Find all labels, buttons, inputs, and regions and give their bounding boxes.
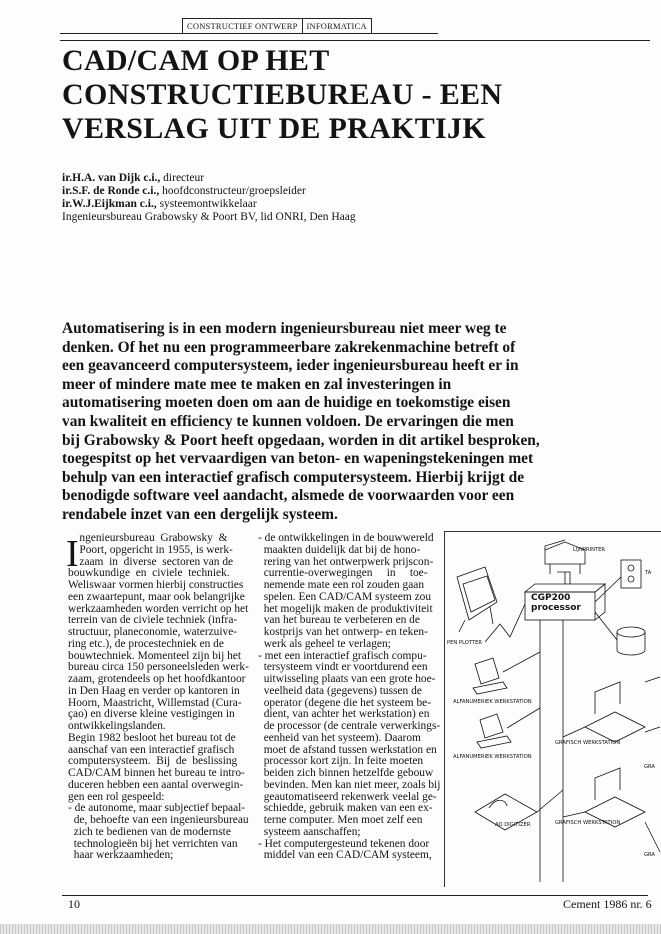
section-tab-constructief: CONSTRUCTIEF ONTWERP [187,21,298,31]
body-line: - de autonome, maar subjectief bepaal- [68,802,246,815]
label-pen-plotter: PEN PLOTTER [447,640,482,646]
system-diagram-drawing [445,532,661,887]
article-title [62,44,622,146]
lead-line: van kwaliteit en efficiency te kunnen voldoen. De ervaringen die men [62,412,514,430]
body-line: terne computer. Men moet zelf een [258,814,423,826]
label-ad-digitizer: AO DIGITIZER [495,822,531,828]
lead-line: automatisering moeten doen om aan de huidige en toekomstige eisen [62,394,511,412]
body-line: werkzaamheden worden verricht op het [68,602,249,615]
body-line: çao) en diverse kleine vestigingen in [68,708,235,721]
body-line: - Het computergesteund tekenen door [258,837,430,850]
body-line: kostprijs van het ontwerp- en teken- [258,626,428,638]
label-cgp200: CGP200 [531,593,571,603]
body-line: aanschaf van een interactief grafisch [68,743,235,756]
body-line: nemende mate een rol zouden gaan [258,579,425,591]
lead-line: Automatisering is in een modern ingenieursbureau niet meer weg te [62,320,507,337]
body-line: schiedde, gebruik maken van een ex- [258,802,433,815]
body-line: het mogelijk maken de produktiviteit [258,602,433,615]
body-line: ring etc.), de procestechniek en de [68,637,224,650]
drop-cap: I [66,533,79,575]
body-line: structuur, planeconomie, waterzuive- [68,626,238,638]
body-line: duceren hebben een aantal overwegin- [68,778,244,791]
body-line: van het bureau te verbeteren en de [258,614,420,627]
body-line: werk als geheel te verlagen; [258,637,391,650]
affiliation: Ingenieursbureau Grabowsky & Poort BV, lid ONRI, Den Haag [62,211,356,223]
section-tabs [182,18,372,33]
lead-line: rendabele inzet van een dergelijk systeem. [62,505,338,523]
body-line: eenheid van het systeem). Daarom [258,731,421,744]
body-line: terrein van de civiele techniek (infra- [68,614,238,627]
body-line: middel van een CAD/CAM systeem, [258,849,432,862]
label-processor: processor [531,603,581,613]
body-line: Weliswaar vormen hierbij constructies [68,579,244,591]
body-line: maakten duidelijk dat bij de hono- [258,543,421,556]
label-gra: GRA [644,764,655,770]
body-line: gen een rol gespeeld: [68,790,165,803]
author-name: ir.S.F. de Ronde c.i., [62,185,160,197]
lead-line: een geavanceerd computersysteem, ieder ingenieursbureau heeft er in [62,357,519,375]
body-line: haar werkzaamheden; [68,849,174,862]
body-line: CAD/CAM binnen het bureau te intro- [68,767,245,779]
body-line: beiden zich binnen hetzelfde gebouw [258,767,434,779]
page-number: 10 [68,897,80,911]
body-line: computersysteem. Bij de beslissing [68,755,238,768]
body-column-1 [68,533,258,862]
author-line [62,172,356,185]
author-role: hoofdconstructeur/groepsleider [159,185,306,197]
system-diagram [444,531,661,887]
title-rule [60,40,650,41]
section-tab-informatica: INFORMATICA [302,19,371,33]
body-line: ontwikkelingslanden. [68,720,166,732]
body-line: uitwisseling plaats van een grote hoe- [258,673,436,685]
body-line: technologieën bij het verrichten van [68,837,238,850]
body-line: een zwaartepunt, maar ook belangrijke [68,590,245,603]
scan-edge [0,924,661,934]
title-line-3: VERSLAG UIT DE PRAKTIJK [62,112,486,145]
body-line: - de ontwikkelingen in de bouwwereld [258,532,434,544]
lead-line: meer of mindere mate mee te maken en zal investeringen in [62,375,452,393]
body-line: veelheid data (gegevens) tussen de [258,684,422,697]
label-gra-2: GRA [644,852,655,858]
author-name: ir.W.J.Eijkman c.i., [62,198,157,210]
body-line: zich te bedienen van de modernste [68,825,231,838]
body-line: bevinden. Men kan niet meer, zoals bij [258,778,441,791]
body-line: zaam in diverse sectoren van de [68,555,234,568]
label-alfanumeriek-1: ALFANUMERIEK WERKSTATION [453,699,532,705]
body-line: dient, van achter het werkstation) en [258,708,430,721]
body-line: spelen. Een CAD/CAM systeem zou [258,590,432,603]
title-line-1: CAD/CAM OP HET [62,44,330,77]
lead-line: bij Grabowsky & Poort heeft opgedaan, worden in dit artikel besproken, [62,431,540,449]
body-line: bureau circa 150 personeelsleden werk- [68,661,249,674]
lead-line: behulp van een interactief grafisch computersysteem. Hierbij krijgt de [62,468,525,486]
body-line: processor kort zijn. In feite moeten [258,755,424,768]
lead-line: toegespitst op het vervaardigen van beton- en wapeningstekeningen met [62,450,534,468]
body-line: systeem aanschaffen; [258,825,361,838]
body-line: bouwkundige en civiele techniek. [68,567,230,580]
title-line-2: CONSTRUCTIEBUREAU - EEN [62,78,503,111]
body-line: rering van het ontwerpwerk prijscon- [258,555,434,568]
body-line: Hoorn, Maastricht, Willemstad (Cura- [68,696,242,709]
body-line: de, behoefte van een ingenieursbureau [68,814,249,826]
journal-issue: Cement 1986 nr. 6 [563,897,652,911]
label-lijnprinter: LIJNPRINTER [573,547,606,553]
body-line: Begin 1982 besloot het bureau tot de [68,731,236,744]
body-line: in Den Haag en verder op kantoren in [68,684,240,697]
footer-rule [62,895,648,896]
body-line: - met een interactief grafisch compu- [258,649,427,662]
author-role: directeur [160,172,205,184]
author-line [62,198,356,211]
body-line: tersysteem vindt er voortdurend een [258,661,428,674]
body-line: de processor (de centrale verwerkings- [258,720,441,732]
author-line [62,185,356,198]
lead-line: denken. Of het nu een programmeerbare zakrekenmachine betreft of [62,338,516,356]
lead-line: benodigde software veel aandacht, alsmede de voorwaarden voor een [62,487,515,505]
header-rule [60,33,438,34]
author-role: systeemontwikkelaar [156,198,257,210]
body-column-2 [258,533,448,862]
body-line: currentie-overwegingen in toe- [258,567,428,580]
author-name: ir.H.A. van Dijk c.i., [62,172,161,184]
body-line: operator (degene die het systeem be- [258,696,432,709]
body-line: moet de afstand tussen werkstation en [258,743,437,756]
lead-paragraph [62,320,620,525]
body-line: bouwtechniek. Momenteel zijn bij het [68,649,242,662]
author-block [62,172,356,224]
body-line: zaam, grotendeels op het hoofdkantoor [68,673,246,685]
label-alfanumeriek-2: ALFANUMERIEK WERKSTATION [453,754,532,760]
body-line: Poort, opgericht in 1955, is werk- [68,543,233,556]
label-grafisch-1: GRAFISCH WERKSTATION [555,740,621,746]
label-grafisch-2: GRAFISCH WERKSTATION [555,820,621,826]
body-line: geautomatiseerd rekenwerk veelal ge- [258,790,437,803]
body-line: ngenieursbureau Grabowsky & [68,532,228,544]
label-ta: TA [645,570,652,576]
